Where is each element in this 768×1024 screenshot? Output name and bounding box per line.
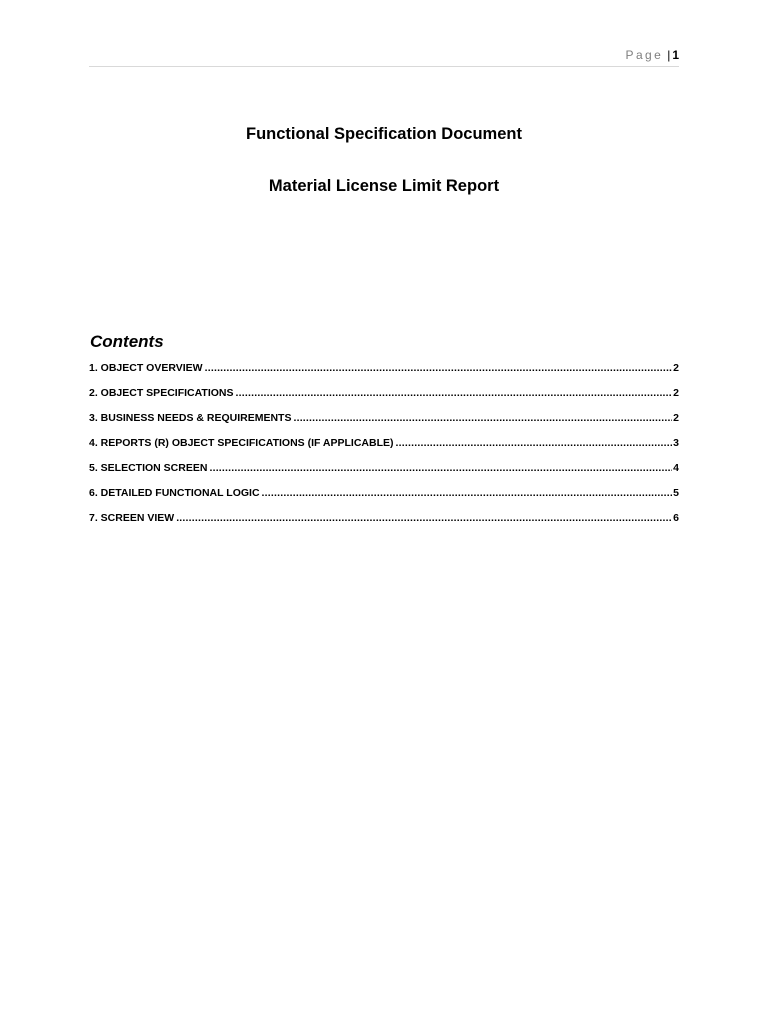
page-word: Page [625,48,664,62]
toc-entry-page: 5 [673,487,679,499]
table-of-contents [89,358,679,533]
toc-entry-reports-object-specifications[interactable] [89,433,679,458]
page-number-label [626,47,679,63]
toc-dot-leader [262,484,673,502]
toc-entry-page: 2 [673,362,679,374]
toc-entry-page: 3 [673,437,679,449]
toc-dot-leader [293,409,672,427]
toc-entry-screen-view[interactable] [89,508,679,533]
page-number: 1 [672,48,679,62]
toc-entry-business-needs[interactable] [89,408,679,433]
toc-entry-label: 3. BUSINESS NEEDS & REQUIREMENTS [89,412,292,424]
page-header [89,47,679,67]
page-separator: | [667,48,671,62]
toc-entry-page: 2 [673,387,679,399]
toc-dot-leader [205,359,673,377]
toc-entry-label: 2. OBJECT SPECIFICATIONS [89,387,234,399]
toc-entry-selection-screen[interactable] [89,458,679,483]
toc-dot-leader [209,459,672,477]
document-subtitle: Material License Limit Report [268,177,500,195]
toc-entry-label: 1. OBJECT OVERVIEW [89,362,203,374]
toc-entry-label: 5. SELECTION SCREEN [89,462,208,474]
toc-entry-label: 4. REPORTS (R) OBJECT SPECIFICATIONS (IF APPLICABLE) [89,437,394,449]
toc-entry-page: 4 [673,462,679,474]
toc-entry-label: 7. SCREEN VIEW [89,512,175,524]
toc-dot-leader [176,509,672,527]
toc-entry-page: 2 [673,412,679,424]
toc-entry-object-overview[interactable] [89,358,679,383]
document-title: Functional Specification Document [246,125,522,143]
toc-dot-leader [396,434,673,452]
toc-entry-object-specifications[interactable] [89,383,679,408]
toc-dot-leader [236,384,673,402]
contents-heading: Contents [90,332,164,351]
toc-entry-page: 6 [673,512,679,524]
toc-entry-detailed-functional-logic[interactable] [89,483,679,508]
toc-entry-label: 6. DETAILED FUNCTIONAL LOGIC [89,487,260,499]
